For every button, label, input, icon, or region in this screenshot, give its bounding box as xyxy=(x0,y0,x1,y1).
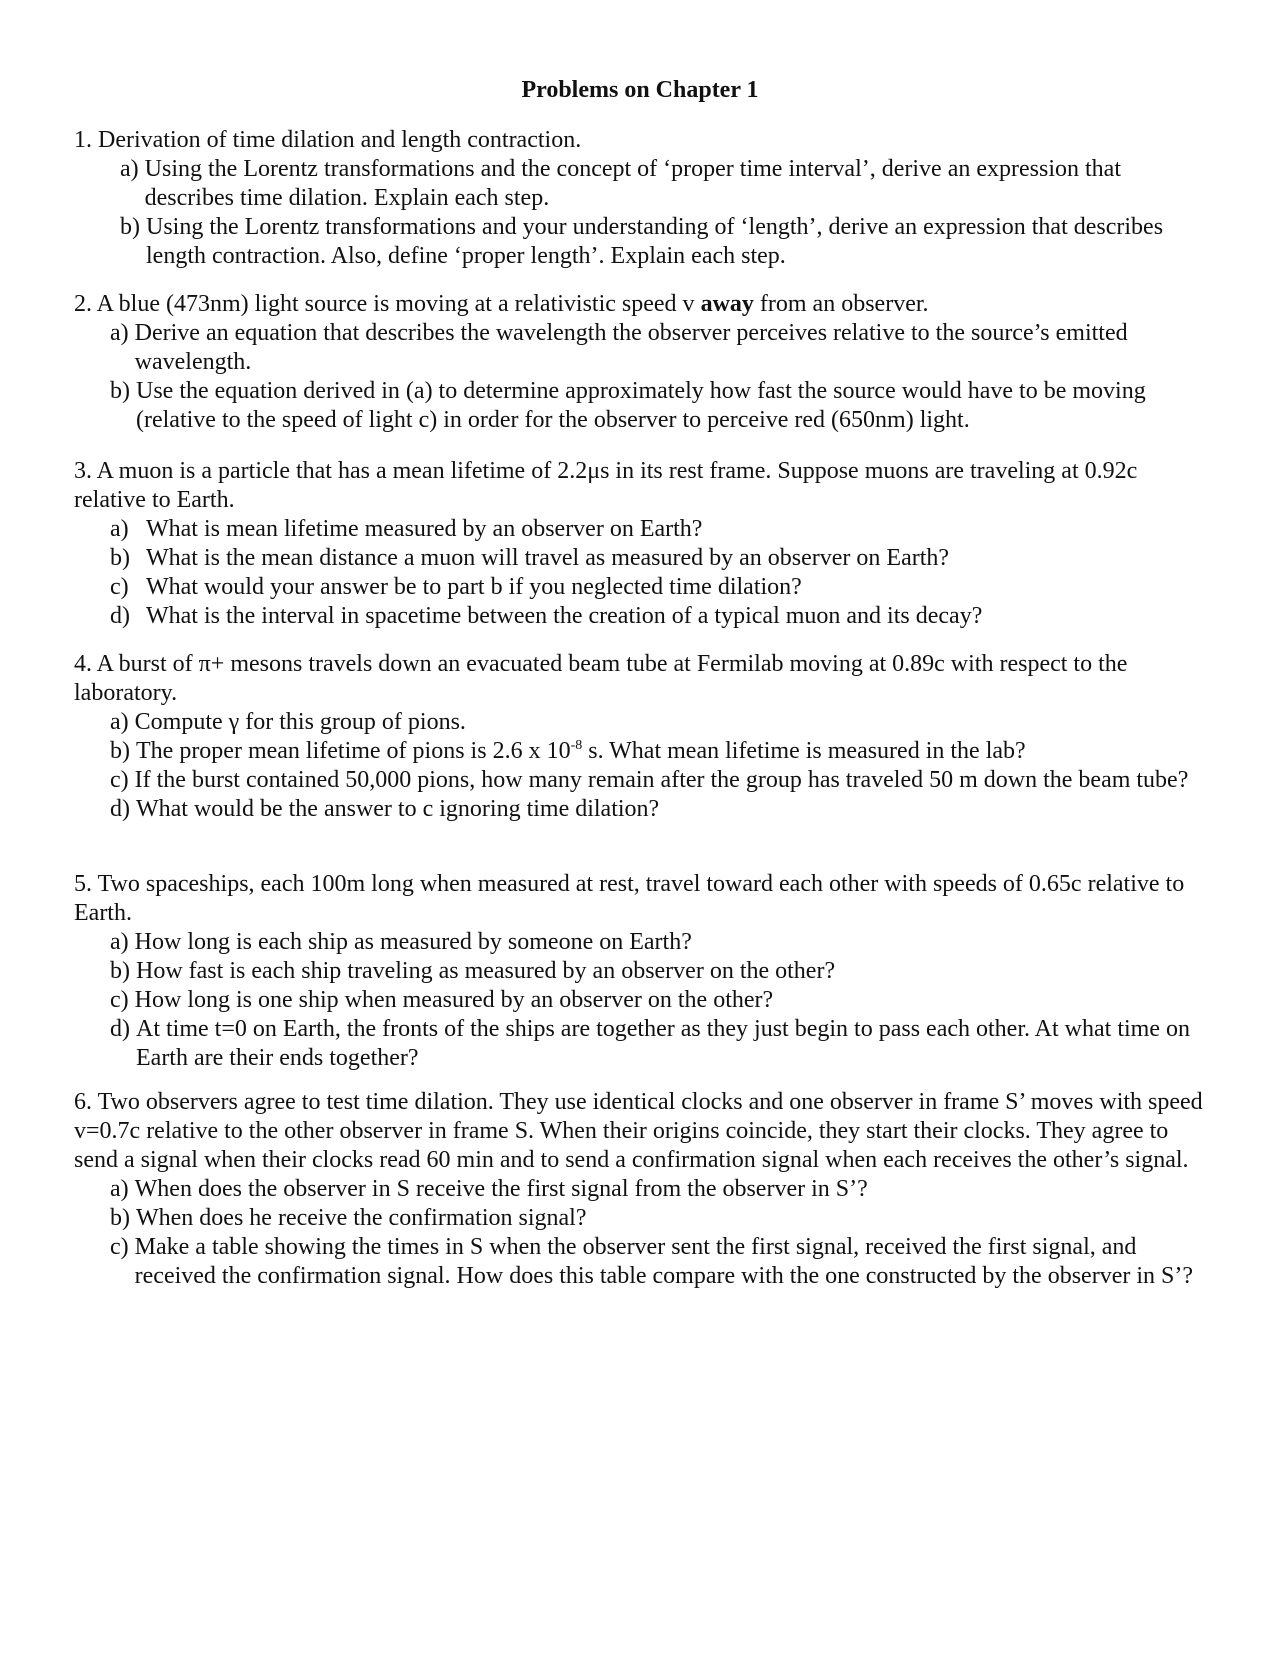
part-label: c) xyxy=(110,574,129,600)
part-text: What would your answer be to part b if you neglected time dilation? xyxy=(146,574,802,600)
problem-5-stem: 5. Two spaceships, each 100m long when measured at rest, travel toward each other with speeds of 0.65c relative to Earth. xyxy=(74,871,1185,926)
part-label: a) xyxy=(120,156,139,182)
problem-2-part-b xyxy=(74,377,1204,435)
problem-3-part-a xyxy=(74,515,1204,544)
part-text: The proper mean lifetime of pions is 2.6 x $10^{-8}$ s. What mean lifetime is measured in the lab? xyxy=(136,738,1026,764)
part-text: What would be the answer to c ignoring time dilation? xyxy=(136,796,660,822)
part-label: a) xyxy=(110,929,129,955)
part-label: c) xyxy=(110,767,129,793)
part-text: How long is one ship when measured by an observer on the other? xyxy=(134,987,774,1013)
problem-4-part-c xyxy=(74,766,1204,795)
exponent: -8 xyxy=(570,738,583,753)
part-text: At time t=0 on Earth, the fronts of the ships are together as they just begin to pass each other. At what time on Earth are their ends together? xyxy=(136,1016,1190,1071)
problem-6-part-a xyxy=(74,1175,1204,1204)
part-label: c) xyxy=(110,987,129,1013)
part-text: Compute γ for this group of pions. xyxy=(134,709,466,735)
part-text: How fast is each ship traveling as measured by an observer on the other? xyxy=(136,958,836,984)
part-label: a) xyxy=(110,1176,129,1202)
part-label: b) xyxy=(110,378,130,404)
problem-5-part-a xyxy=(74,928,1204,957)
problem-4-stem: 4. A burst of π+ mesons travels down an evacuated beam tube at Fermilab moving at 0.89c with respect to the laboratory. xyxy=(74,651,1128,706)
problem-5 xyxy=(74,870,1204,1073)
problem-3-part-b xyxy=(74,544,1204,573)
problem-1-stem: 1. Derivation of time dilation and length contraction. xyxy=(74,127,582,153)
part-label: b) xyxy=(120,214,140,240)
part-text: What is mean lifetime measured by an observer on Earth? xyxy=(146,516,703,542)
part-label: c) xyxy=(110,1234,129,1260)
part-text: Using the Lorentz transformations and the concept of ‘proper time interval’, derive an expression that describes time dilation. Explain each step. xyxy=(144,156,1121,211)
problem-2-stem: 2. A blue (473nm) light source is moving at a relativistic speed v away from an observer. xyxy=(74,291,929,317)
problem-3-part-c xyxy=(74,573,1204,602)
problem-1-part-a xyxy=(74,155,1204,213)
problem-3-part-d xyxy=(74,602,1204,631)
part-text: Using the Lorentz transformations and your understanding of ‘length’, derive an expression that describes length contraction. Also, define ‘proper length’. Explain each step. xyxy=(146,214,1164,269)
part-label: b) xyxy=(110,545,130,571)
problem-1 xyxy=(74,126,1204,271)
part-text: Use the equation derived in (a) to determine approximately how fast the source would have to be moving (relative to the speed of light c) in order for the observer to perceive red (650nm) light. xyxy=(136,378,1146,433)
problem-5-part-d xyxy=(74,1015,1204,1073)
problem-4-part-d xyxy=(74,795,1204,824)
part-text: If the burst contained 50,000 pions, how many remain after the group has traveled 50 m down the beam tube? xyxy=(134,767,1189,793)
part-text: When does he receive the confirmation signal? xyxy=(136,1205,587,1231)
part-label: a) xyxy=(110,516,129,542)
part-label: d) xyxy=(110,796,130,822)
problem-6-part-c xyxy=(74,1233,1204,1291)
part-text: Derive an equation that describes the wavelength the observer perceives relative to the source’s emitted wavelength. xyxy=(134,320,1128,375)
emphasis-away: away xyxy=(700,291,754,317)
part-label: b) xyxy=(110,1205,130,1231)
problem-2-part-a xyxy=(74,319,1204,377)
part-label: a) xyxy=(110,709,129,735)
part-text: When does the observer in S receive the first signal from the observer in S’? xyxy=(134,1176,868,1202)
problem-6 xyxy=(74,1088,1204,1291)
part-text: Make a table showing the times in S when the observer sent the first signal, received the first signal, and received the confirmation signal. How does this table compare with the one constructed by the observer in S’? xyxy=(134,1234,1193,1289)
problem-4 xyxy=(74,650,1204,824)
problem-4-part-b xyxy=(74,737,1204,766)
problem-2 xyxy=(74,290,1204,435)
part-text: What is the mean distance a muon will travel as measured by an observer on Earth? xyxy=(146,545,950,571)
problem-4-part-a xyxy=(74,708,1204,737)
part-text: What is the interval in spacetime between the creation of a typical muon and its decay? xyxy=(146,603,983,629)
problem-3 xyxy=(74,457,1204,631)
part-label: d) xyxy=(110,603,130,629)
page-title: Problems on Chapter 1 xyxy=(521,77,759,103)
problem-1-part-b xyxy=(74,213,1204,271)
problem-5-part-b xyxy=(74,957,1204,986)
problem-6-stem: 6. Two observers agree to test time dilation. They use identical clocks and one observer in frame S’ moves with speed v=0.7c relative to the other observer in frame S. When their origins coincide, they start their clocks. They agree to send a signal when their clocks read 60 min and to send a confirmation signal when each receives the other’s signal. xyxy=(74,1089,1203,1173)
part-label: d) xyxy=(110,1016,130,1042)
part-label: b) xyxy=(110,738,130,764)
part-text: How long is each ship as measured by someone on Earth? xyxy=(134,929,692,955)
part-label: b) xyxy=(110,958,130,984)
problem-6-part-b xyxy=(74,1204,1204,1233)
problem-3-stem: 3. A muon is a particle that has a mean lifetime of 2.2μs in its rest frame. Suppose muons are traveling at 0.92c relative to Earth. xyxy=(74,458,1138,513)
part-label: a) xyxy=(110,320,129,346)
problem-5-part-c xyxy=(74,986,1204,1015)
